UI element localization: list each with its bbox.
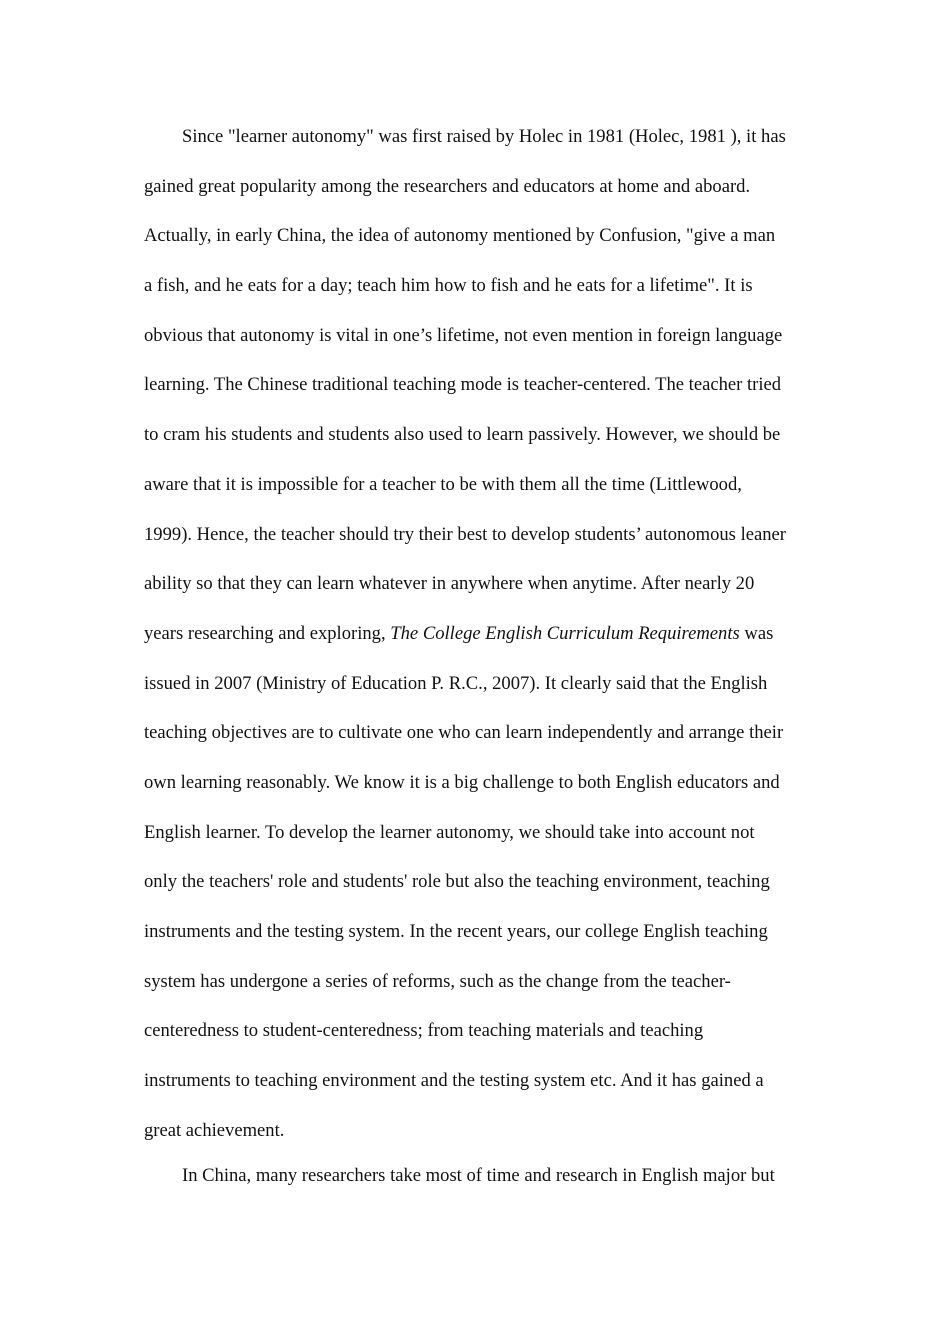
paragraph-line: system has undergone a series of reforms, such as the change from the teacher- bbox=[144, 970, 731, 992]
paragraph-line-with-title bbox=[144, 618, 808, 650]
paragraph-2 bbox=[144, 1160, 808, 1192]
line-text-before: years researching and exploring, bbox=[144, 622, 391, 644]
document-body bbox=[144, 121, 808, 1210]
paragraph-line: instruments to teaching environment and the testing system etc. And it has gained a bbox=[144, 1070, 764, 1092]
paragraph-line: great achievement. bbox=[144, 1119, 285, 1141]
paragraph-line: In China, many researchers take most of time and research in English major but bbox=[182, 1165, 775, 1187]
paragraph-line: aware that it is impossible for a teacher to be with them all the time (Littlewood, bbox=[144, 473, 742, 495]
paragraph-line: ability so that they can learn whatever in anywhere when anytime. After nearly 20 bbox=[144, 573, 755, 595]
italic-document-title: The College English Curriculum Requirements bbox=[390, 622, 740, 644]
paragraph-line: Since "learner autonomy" was first raised by Holec in 1981 (Holec, 1981 ), it has bbox=[182, 126, 786, 147]
paragraph-line: instruments and the testing system. In the recent years, our college English teaching bbox=[144, 921, 768, 942]
paragraph-line: learning. The Chinese traditional teaching mode is teacher-centered. The teacher tried bbox=[144, 374, 782, 396]
line-text-after: was bbox=[739, 622, 774, 644]
paragraph-line: to cram his students and students also used to learn passively. However, we should be bbox=[144, 424, 781, 446]
paragraph-line: teaching objectives are to cultivate one who can learn independently and arrange their bbox=[144, 722, 784, 744]
paragraph-line: only the teachers' role and students' role but also the teaching environment, teaching bbox=[144, 871, 770, 893]
paragraph-line: issued in 2007 (Ministry of Education P. R.C., 2007). It clearly said that the English bbox=[144, 672, 768, 694]
paragraph-line: 1999). Hence, the teacher should try their best to develop students’ autonomous leaner bbox=[144, 523, 786, 545]
paragraph-line: a fish, and he eats for a day; teach him how to fish and he eats for a lifetime". It is bbox=[144, 275, 753, 297]
paragraph-1 bbox=[144, 121, 808, 1147]
paragraph-line: English learner. To develop the learner autonomy, we should take into account not bbox=[144, 821, 755, 843]
paragraph-line: centeredness to student-centeredness; from teaching materials and teaching bbox=[144, 1020, 704, 1042]
paragraph-line: obvious that autonomy is vital in one’s lifetime, not even mention in foreign language bbox=[144, 324, 783, 346]
paragraph-line: Actually, in early China, the idea of autonomy mentioned by Confusion, "give a man bbox=[144, 225, 776, 247]
paragraph-line: gained great popularity among the researchers and educators at home and aboard. bbox=[144, 175, 751, 197]
paragraph-line: own learning reasonably. We know it is a big challenge to both English educators and bbox=[144, 771, 780, 793]
